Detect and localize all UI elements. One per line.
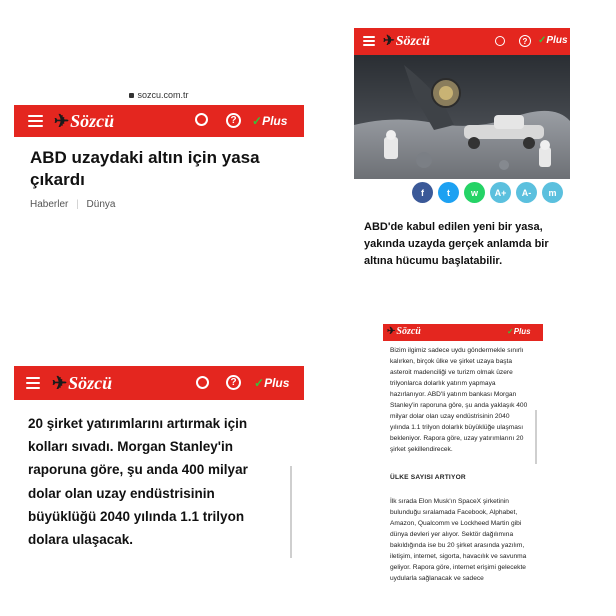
plus-logo[interactable]: ✓Plus [254,376,290,390]
plus-logo[interactable]: ✓Plus [507,327,531,336]
article-title: ABD uzaydaki altın için yasa çıkardı [30,148,260,190]
sozcu-logo[interactable] [54,111,114,132]
article-paragraph: 20 şirket yatırımlarını artırmak için kolları sıvadı. Morgan Stanley'in raporuna göre, şu anda 400 milyar dolar olan uzay endüstrisinin büyüklüğü 2040 yılında 1.1 trilyon dolara ulaşacak. [28,416,248,548]
bird-icon: ✈ [387,326,396,337]
check-icon: ✓ [538,35,547,46]
article-image [354,55,570,179]
help-icon[interactable]: ? [519,35,531,47]
check-icon: ✓ [254,376,265,390]
check-icon: ✓ [252,114,263,128]
article-subheading: ÜLKE SAYISI ARTIYOR [390,474,466,481]
plus-logo[interactable]: ✓Plus [252,114,288,128]
top-nav-bar [354,28,570,55]
font-decrease-button[interactable]: A- [516,182,537,203]
sozcu-logo[interactable]: ✈Sözcü [383,34,430,49]
twitter-share-icon[interactable]: t [438,182,459,203]
panel-article-header [14,86,304,226]
hamburger-menu-icon[interactable] [28,115,43,128]
url-text: sozcu.com.tr [137,90,189,100]
font-increase-button[interactable]: A+ [490,182,511,203]
search-icon[interactable] [196,376,209,389]
hamburger-menu-icon[interactable] [26,377,40,389]
search-icon[interactable] [195,113,208,126]
bird-icon: ✈ [52,373,68,393]
article-paragraph-2: İlk sırada Elon Musk'ın SpaceX şirketinin bulunduğu sıralamada Facebook, Alphabet, Amazon, Qualcomm ve Lockheed Martin gibi dünya devleri yer alıyor. Sektör dağılımına bakıldığında ise bu 20 şirket arasında yazılım, iletişim, internet, sigorta, havacılık ve savunma geliyor. Rapora göre, internet erişimi gelecekte uydularla sağlanacak ve sadece [390,498,527,582]
sozcu-logo[interactable]: ✈Sözcü [387,326,421,337]
bird-icon: ✈ [54,111,70,131]
breadcrumb-separator: | [76,199,79,210]
help-icon[interactable]: ? [226,113,241,128]
sozcu-logo[interactable]: ✈Sözcü [52,373,113,393]
facebook-share-icon[interactable]: f [412,182,433,203]
panel-article-image [354,28,570,278]
url-bar[interactable] [14,90,304,100]
top-nav-bar [383,324,543,341]
top-nav-bar [14,366,304,400]
bird-icon: ✈ [383,34,395,49]
scrollbar[interactable] [535,410,537,464]
help-icon[interactable]: ? [226,375,241,390]
search-icon[interactable] [495,36,505,46]
top-nav-bar [14,105,304,137]
panel-article-body-large [14,366,304,561]
scrollbar[interactable] [290,466,292,558]
hamburger-menu-icon[interactable] [363,36,375,46]
logo-text: Sözcü [70,111,115,131]
article-lead: ABD'de kabul edilen yeni bir yasa, yakında uzayda gerçek anlamda bir altına hücumu başlatabilir. [364,221,549,268]
breadcrumb-item-dunya[interactable]: Dünya [86,199,116,210]
breadcrumb [30,199,115,210]
plus-logo[interactable]: ✓Plus [538,35,568,46]
article-paragraph-1: Bizim ilgimiz sadece uydu göndermekle sınırlı kalırken, birçok ülke ve şirket uzaya başta asteroit madenciliği ve turizm olmak üzere trilyonlarca dolarlık yatırım yapmaya hazırlanıyor. ABD'li yatırım bankası Morgan Stanley'in raporuna göre, şu anda yaklaşık 400 milyar dolar olan uzay endüstrisinin 2040 yılında 1.1 trilyon dolarlık büyüklüğe ulaşması bekleniyor. Rapora göre, uzay yatırımlarını 20 şirket şekillendirecek. [390,347,528,453]
whatsapp-share-icon[interactable]: w [464,182,485,203]
breadcrumb-item-haberler[interactable]: Haberler [30,199,69,210]
lock-icon [129,93,134,98]
mail-share-icon[interactable]: m [542,182,563,203]
panel-article-body-small [383,324,543,616]
share-buttons [412,182,570,204]
check-icon: ✓ [507,327,514,336]
